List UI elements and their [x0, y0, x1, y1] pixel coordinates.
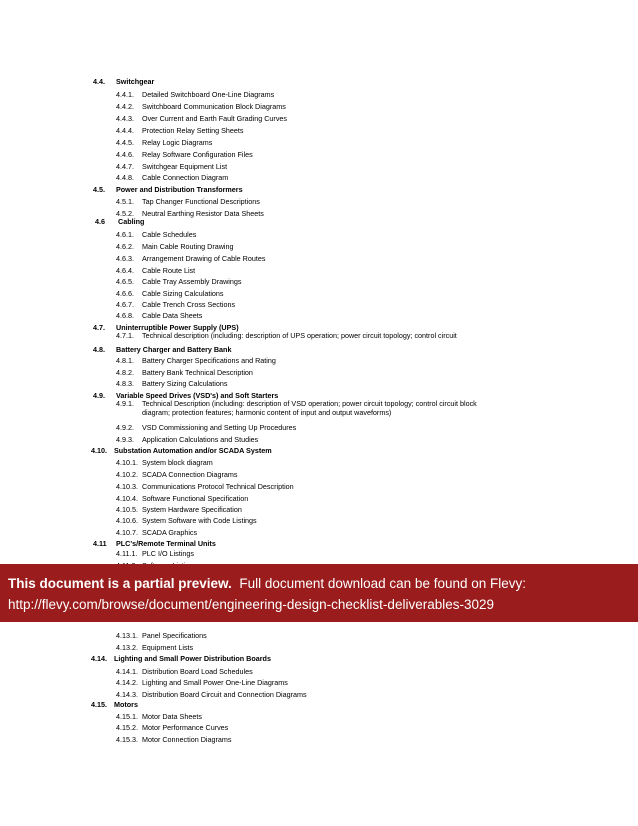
toc-title: Software Functional Specification [142, 494, 249, 503]
toc-number: 4.7.1. [116, 331, 134, 340]
toc-title: Cabling [118, 217, 145, 226]
toc-title: SCADA Connection Diagrams [142, 470, 238, 479]
toc-title: Over Current and Earth Fault Grading Curves [142, 114, 288, 123]
toc-number: 4.6.7. [116, 300, 134, 309]
toc-number: 4.6.8. [116, 311, 134, 320]
toc-title: Main Cable Routing Drawing [142, 242, 234, 251]
toc-number: 4.14.2. [116, 678, 138, 687]
toc-title: Battery Charger and Battery Bank [116, 345, 232, 354]
preview-banner [0, 564, 638, 622]
toc-title: Cable Tray Assembly Drawings [142, 277, 242, 286]
banner-normal-text: Full document download can be found on Flevy: [239, 576, 527, 591]
toc-title: VSD Commissioning and Setting Up Procedures [142, 423, 297, 432]
toc-number: 4.15.1. [116, 712, 138, 721]
toc-title: System Software with Code Listings [142, 516, 257, 525]
toc-title: Equipment Lists [142, 643, 194, 652]
toc-title: Relay Logic Diagrams [142, 138, 213, 147]
toc-number: 4.11.1. [116, 549, 138, 558]
toc-number: 4.4.6. [116, 150, 134, 159]
toc-number: 4.9.3. [116, 435, 134, 444]
toc-number: 4.6.6. [116, 289, 134, 298]
toc-number: 4.4.3. [116, 114, 134, 123]
toc-title: Distribution Board Circuit and Connection Diagrams [142, 690, 307, 699]
toc-title: Tap Changer Functional Descriptions [142, 197, 260, 206]
toc-title: Protection Relay Setting Sheets [142, 126, 244, 135]
toc-title: Battery Bank Technical Description [142, 368, 253, 377]
toc-title: Cable Route List [142, 266, 196, 275]
toc-title: Motor Connection Diagrams [142, 735, 232, 744]
toc-title: Motor Performance Curves [142, 723, 229, 732]
toc-number: 4.8.2. [116, 368, 134, 377]
toc-title: Power and Distribution Transformers [116, 185, 243, 194]
toc-title: Cable Data Sheets [142, 311, 203, 320]
toc-title: Cable Trench Cross Sections [142, 300, 236, 309]
toc-title: Arrangement Drawing of Cable Routes [142, 254, 266, 263]
toc-title: System Hardware Specification [142, 505, 242, 514]
toc-number: 4.15. [91, 700, 107, 709]
toc-title: Neutral Earthing Resistor Data Sheets [142, 209, 264, 218]
toc-number: 4.9. [93, 391, 105, 400]
toc-title: SCADA Graphics [142, 528, 198, 537]
toc-title: Variable Speed Drives (VSD's) and Soft Starters [116, 391, 279, 400]
toc-number: 4.10. [91, 446, 107, 455]
toc-title: Distribution Board Load Schedules [142, 667, 253, 676]
toc-title: System block diagram [142, 458, 213, 467]
toc-title: Motor Data Sheets [142, 712, 202, 721]
toc-number: 4.15.2. [116, 723, 138, 732]
banner-link[interactable]: http://flevy.com/browse/document/engineering-design-checklist-deliverables-3029 [8, 597, 494, 612]
toc-number: 4.4.8. [116, 173, 134, 182]
toc-number: 4.11 [93, 539, 107, 548]
toc-number: 4.5.2. [116, 209, 134, 218]
toc-number: 4.6.1. [116, 230, 134, 239]
toc-number: 4.4.7. [116, 162, 134, 171]
toc-number: 4.6.4. [116, 266, 134, 275]
toc-title: Substation Automation and/or SCADA System [114, 446, 272, 455]
toc-title: Panel Specifications [142, 631, 207, 640]
toc-number: 4.5. [93, 185, 105, 194]
toc-title: Detailed Switchboard One-Line Diagrams [142, 90, 275, 99]
toc-number: 4.15.3. [116, 735, 138, 744]
toc-number: 4.6.3. [116, 254, 134, 263]
toc-title: Communications Protocol Technical Description [142, 482, 294, 491]
toc-title: Cable Connection Diagram [142, 173, 229, 182]
toc-number: 4.10.4. [116, 494, 138, 503]
toc-number: 4.8.1. [116, 356, 134, 365]
toc-title: Cable Sizing Calculations [142, 289, 224, 298]
toc-number: 4.10.3. [116, 482, 138, 491]
toc-title: Technical Description (including: description of VSD operation; power circuit topology; control circuit block diagram; protection features; harmonic content of input and output waveforms) [142, 399, 477, 417]
toc-title: Application Calculations and Studies [142, 435, 259, 444]
toc-title: Technical description (including: description of UPS operation; power circuit topology; control circuit [142, 331, 457, 340]
toc-number: 4.13.1. [116, 631, 138, 640]
toc-title: Uninterruptible Power Supply (UPS) [116, 323, 239, 332]
toc-title: PLC I/O Listings [142, 549, 194, 558]
toc-number: 4.4. [93, 77, 105, 86]
toc-number: 4.6.5. [116, 277, 134, 286]
toc-number: 4.10.6. [116, 516, 138, 525]
banner-bold-text: This document is a partial preview. [8, 576, 232, 591]
toc-number: 4.6.2. [116, 242, 134, 251]
toc-number: 4.10.5. [116, 505, 138, 514]
banner-message [8, 576, 526, 591]
toc-number: 4.6 [95, 217, 105, 226]
toc-number: 4.8. [93, 345, 105, 354]
toc-number: 4.10.2. [116, 470, 138, 479]
toc-title: Lighting and Small Power Distribution Boards [114, 654, 271, 663]
toc-number: 4.9.2. [116, 423, 134, 432]
toc-number: 4.4.2. [116, 102, 134, 111]
toc-number: 4.4.5. [116, 138, 134, 147]
toc-number: 4.10.7. [116, 528, 138, 537]
toc-number: 4.14. [91, 654, 107, 663]
toc-number: 4.7. [93, 323, 105, 332]
toc-number: 4.14.3. [116, 690, 138, 699]
toc-title: PLC's/Remote Terminal Units [116, 539, 216, 548]
toc-title: Motors [114, 700, 138, 709]
toc-number: 4.8.3. [116, 379, 134, 388]
toc-number: 4.10.1. [116, 458, 138, 467]
toc-title: Lighting and Small Power One-Line Diagrams [142, 678, 288, 687]
toc-title: Cable Schedules [142, 230, 197, 239]
toc-number: 4.13.2. [116, 643, 138, 652]
toc-number: 4.4.4. [116, 126, 134, 135]
toc-title: Switchgear [116, 77, 155, 86]
toc-number: 4.9.1. [116, 399, 134, 408]
toc-title: Relay Software Configuration Files [142, 150, 253, 159]
toc-title: Switchboard Communication Block Diagrams [142, 102, 286, 111]
toc-title: Switchgear Equipment List [142, 162, 228, 171]
toc-title: Battery Sizing Calculations [142, 379, 228, 388]
toc-number: 4.14.1. [116, 667, 138, 676]
toc-title: Battery Charger Specifications and Rating [142, 356, 276, 365]
toc-number: 4.5.1. [116, 197, 134, 206]
toc-number: 4.4.1. [116, 90, 134, 99]
